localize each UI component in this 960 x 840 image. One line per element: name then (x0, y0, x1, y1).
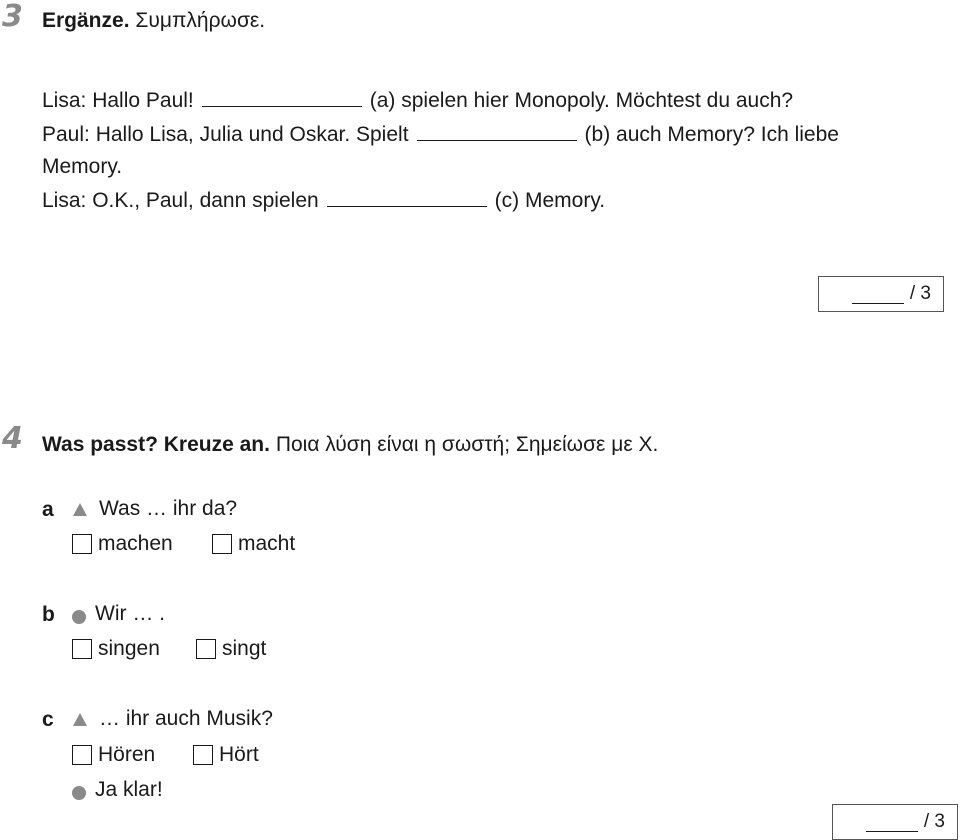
dialogue-line-3 (42, 150, 122, 184)
circle-speaker-icon (72, 786, 86, 800)
item-c-answer: Ja klar! (95, 778, 163, 801)
circle-speaker-icon (72, 610, 86, 624)
checkbox-icon[interactable] (72, 534, 92, 554)
item-b-option-1[interactable] (72, 637, 160, 661)
dialogue-line-4-text: Lisa: O.K., Paul, dann spielen (42, 189, 319, 212)
option-label: singen (98, 637, 160, 660)
exercise-3-instruction-gr: Συμπλήρωσε. (135, 9, 266, 32)
exercise-3-number: 3 (2, 0, 23, 34)
exercise-3-score-box (818, 276, 944, 312)
option-label: machen (98, 532, 173, 555)
exercise-4-heading (42, 432, 658, 458)
dialogue-line-1-rest: (a) spielen hier Monopoly. Möchtest du auch? (369, 89, 794, 112)
blank-c[interactable] (327, 184, 487, 207)
triangle-speaker-icon (73, 503, 87, 516)
exercise-3-score-field[interactable] (852, 285, 904, 304)
item-c-option-1[interactable] (72, 743, 155, 767)
dialogue-line-2-rest: (b) auch Memory? Ich liebe (584, 123, 839, 146)
item-c-question: … ihr auch Musik? (99, 707, 273, 730)
option-label: Hört (219, 743, 259, 766)
exercise-4-instruction-de: Was passt? Kreuze an. (42, 433, 270, 456)
exercise-3-heading (42, 8, 265, 34)
item-b-option-2[interactable] (196, 637, 266, 661)
dialogue-line-4 (42, 184, 605, 218)
checkbox-icon[interactable] (72, 745, 92, 765)
checkbox-icon[interactable] (72, 639, 92, 659)
option-label: Hören (98, 743, 156, 766)
checkbox-icon[interactable] (212, 534, 232, 554)
item-a-option-2[interactable] (212, 532, 295, 556)
exercise-4-score-box (832, 804, 958, 840)
item-c-letter: c (42, 708, 54, 731)
item-a-question: Was … ihr da? (99, 497, 238, 520)
blank-a[interactable] (202, 84, 362, 107)
item-b-letter: b (42, 603, 55, 626)
exercise-4-score-field[interactable] (866, 813, 918, 832)
exercise-3-score-total: / 3 (909, 283, 931, 304)
exercise-3-instruction-de: Ergänze. (42, 9, 130, 32)
dialogue-line-2-text: Paul: Hallo Lisa, Julia und Oskar. Spielt (42, 123, 409, 146)
exercise-4-score-total: / 3 (923, 811, 945, 832)
option-label: singt (222, 637, 267, 660)
dialogue-line-1 (42, 84, 793, 118)
item-a-letter: a (42, 498, 54, 521)
dialogue-line-2 (42, 118, 839, 152)
option-label: macht (238, 532, 296, 555)
dialogue-line-3-text: Memory. (42, 155, 123, 178)
checkbox-icon[interactable] (196, 639, 216, 659)
dialogue-line-4-rest: (c) Memory. (494, 189, 606, 212)
blank-b[interactable] (417, 118, 577, 141)
exercise-4-instruction-gr: Ποια λύση είναι η σωστή; Σημείωσε με Χ. (275, 433, 659, 456)
item-a-option-1[interactable] (72, 532, 173, 556)
checkbox-icon[interactable] (193, 745, 213, 765)
exercise-4-number: 4 (2, 421, 23, 456)
item-b-question: Wir … . (95, 602, 165, 625)
dialogue-line-1-text: Lisa: Hallo Paul! (42, 89, 194, 112)
triangle-speaker-icon (73, 713, 87, 726)
item-c-option-2[interactable] (193, 743, 259, 767)
